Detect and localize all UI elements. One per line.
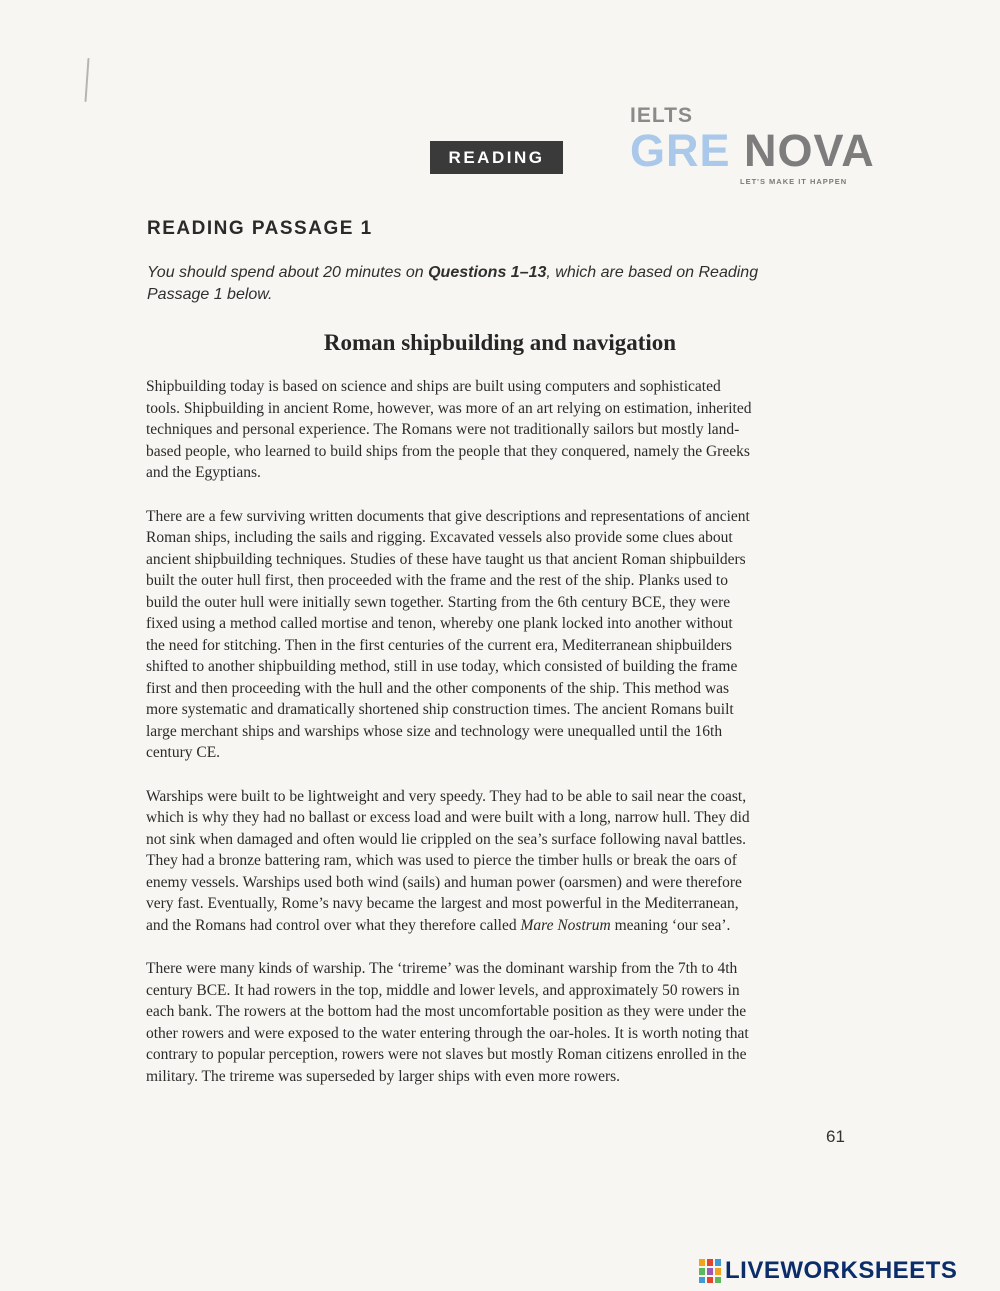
page-number: 61 <box>826 1127 845 1146</box>
passage-label: READING PASSAGE 1 <box>147 218 373 239</box>
logo-brand-second: NOVA <box>744 125 875 176</box>
paragraph-3 <box>146 786 846 937</box>
liveworksheets-icon <box>699 1259 721 1283</box>
paragraph-line: shifted to another shipbuilding method, still in use today, which consisted of building the frame <box>146 658 738 675</box>
paragraph-line: very fast. Eventually, Rome’s navy became the largest and most powerful in the Mediterranean, <box>146 895 739 912</box>
paragraph-line: Shipbuilding today is based on science and ships are built using computers and sophisticated <box>146 378 721 395</box>
instructions-line1-suffix: , which are based on Reading <box>546 264 759 281</box>
paragraph-line: other rowers and were exposed to the water entering through the oar-holes. It is worth noting that <box>146 1024 749 1042</box>
paragraph-line: and the Egyptians. <box>146 464 261 481</box>
paragraph-line: each bank. The rowers at the bottom had the most uncomfortable position as they were under the <box>146 1003 747 1020</box>
paragraph-line: ancient shipbuilding techniques. Studies of these have taught us that ancient Roman shipbuilders <box>146 550 746 568</box>
passage-body <box>146 376 846 1109</box>
logo-brand-first: GRE <box>630 125 731 176</box>
latin-term: Mare Nostrum <box>520 916 611 934</box>
paragraph-line: more systematic and dramatically shortened ship construction times. The ancient Romans built <box>146 701 734 718</box>
instructions-questions-range: Questions 1–13 <box>428 264 547 281</box>
paragraph-line: which is why they had no ballast or excess load and were built with a long, narrow hull. They did <box>146 809 750 826</box>
paragraph-line: They had a bronze battering ram, which was used to pierce the timber hulls or break the oars of <box>146 852 737 869</box>
last-line-prefix: and the Romans had control over what they therefore called <box>146 916 521 934</box>
paragraph-line: techniques and personal experience. The Romans were not traditionally sailors but mostly land- <box>146 421 740 438</box>
paragraph-line: tools. Shipbuilding in ancient Rome, however, was more of an art relying on estimation, inherited <box>146 399 752 417</box>
section-badge: READING <box>430 141 563 174</box>
logo-brand <box>630 126 875 176</box>
liveworksheets-watermark <box>699 1256 957 1286</box>
paragraph-4 <box>146 958 846 1087</box>
liveworksheets-text: LIVEWORKSHEETS <box>725 1257 958 1284</box>
instructions <box>147 262 847 306</box>
paragraph-line: military. The trireme was superseded by larger ships with even more rowers. <box>146 1067 621 1085</box>
paragraph-line: Roman ships, including the sails and rigging. Excavated vessels also provide some clues about <box>146 529 733 546</box>
paragraph-2 <box>146 506 846 764</box>
paragraph-line: enemy vessels. Warships used both wind (sails) and human power (oarsmen) and were therefore <box>146 873 742 891</box>
paragraph-line: fixed using a method called mortise and tenon, whereby one plank locked into another without <box>146 615 733 632</box>
logo-tagline: LET'S MAKE IT HAPPEN <box>740 177 848 186</box>
paragraph-1 <box>146 376 846 484</box>
paragraph-line: first and then proceeding with the hull and the other components of the ship. This method was <box>146 679 729 697</box>
paragraph-line: built the outer hull first, then proceeded with the frame and the rest of the ship. Planks used to <box>146 572 728 589</box>
paragraph-line: not sink when damaged and often would lie crippled on the sea’s surface following naval battles. <box>146 830 747 848</box>
paragraph-line <box>146 915 846 937</box>
paragraph-line: the need for stitching. Then in the first centuries of the current era, Mediterranean shipbuilders <box>146 636 732 654</box>
paragraph-line: build the outer hull were initially sewn together. Starting from the 6th century BCE, they were <box>146 593 731 611</box>
paragraph-line: There are a few surviving written documents that give descriptions and representations of ancient <box>146 507 750 525</box>
paragraph-line: century CE. <box>146 744 221 761</box>
logo-ielts-text: IELTS <box>630 104 693 127</box>
grenova-logo <box>630 104 875 188</box>
last-line-suffix: meaning ‘our sea’. <box>610 916 731 934</box>
passage-title: Roman shipbuilding and navigation <box>323 330 677 355</box>
instructions-line2: Passage 1 below. <box>147 286 273 303</box>
paragraph-line: large merchant ships and warships whose size and technology were unequalled until the 16th <box>146 722 723 740</box>
paragraph-line: Warships were built to be lightweight and very speedy. They had to be able to sail near the coast, <box>146 787 747 805</box>
paragraph-line: century BCE. It had rowers in the top, middle and lower levels, and approximately 50 rowers in <box>146 981 740 999</box>
scan-margin-mark <box>84 58 89 102</box>
paragraph-line: There were many kinds of warship. The ‘trireme’ was the dominant warship from the 7th to 4th <box>146 960 738 977</box>
paragraph-line: based people, who learned to build ships from the people that they conquered, namely the Greeks <box>146 442 750 460</box>
paragraph-line: contrary to popular perception, rowers were not slaves but mostly Roman citizens enrolled in the <box>146 1046 747 1063</box>
instructions-line1-prefix: You should spend about 20 minutes on <box>147 264 429 281</box>
